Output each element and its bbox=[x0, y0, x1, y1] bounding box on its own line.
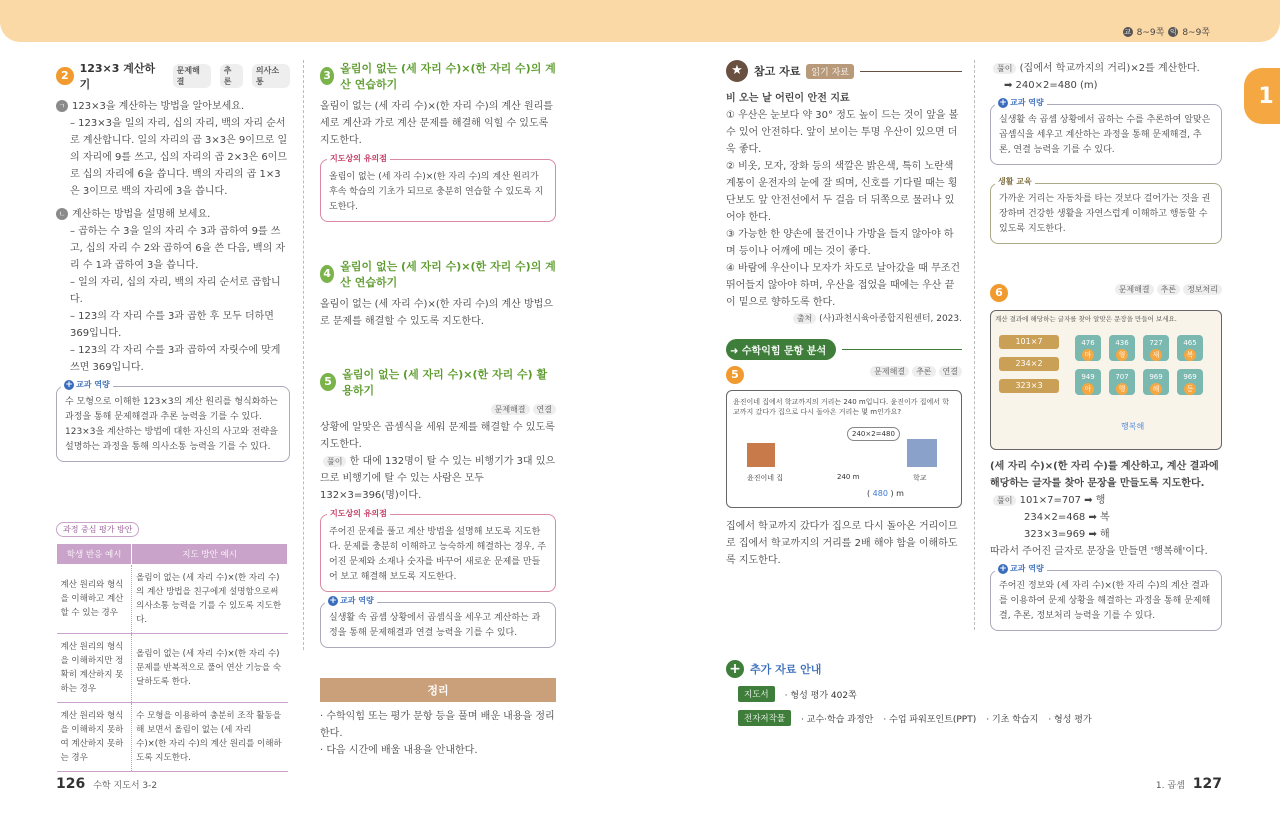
problem-5-head: 5 문제해결 추론 연결 bbox=[726, 366, 962, 384]
problem-6-box: 계산 결과에 해당하는 글자를 찾아 알맞은 문장을 만들어 보세요. 101×7 234×2 323×3 476 마 436 형 727 새 465 복 949 아 707 행 969 해 969 동 행복해 bbox=[990, 310, 1222, 450]
source: 출처 (사)과천시육아종합지원센터, 2023. bbox=[726, 311, 962, 327]
problem-5-box: 윤진이네 집에서 학교까지의 거리는 240 m입니다. 윤진이가 집에서 학교까지 갔다가 집으로 다시 돌아온 거리는 몇 m인가요? 240×2=480 윤진이네 집 240 m 학교 ( 480 ) m bbox=[726, 390, 962, 508]
assessment-guide bbox=[56, 522, 290, 772]
column-divider bbox=[303, 60, 304, 650]
item-b-line: – 123의 각 자리 수를 3과 곱한 후 모두 더하면 369입니다. bbox=[70, 311, 274, 339]
key-icon: 234×2 bbox=[999, 357, 1059, 371]
reference-item: ② 비옷, 모자, 장화 등의 색깔은 밝은색, 특히 노란색 계통이 운전자의 눈에 잘 띄며, 신호를 기다릴 때는 횡단보도 앞 안전선에서 두 걸음 더 뒤쪽으로 물러나 있어야 한다. bbox=[726, 161, 958, 223]
item-b-line: – 123의 각 자리 수를 3과 곱하여 자릿수에 맞게 쓰면 369입니다. bbox=[70, 345, 281, 373]
tag-reasoning: 추론 bbox=[220, 64, 243, 88]
extra-row: 지도서 · 형성 평가 402쪽 bbox=[726, 686, 1222, 702]
section-number: 2 bbox=[56, 67, 74, 85]
table-header: 지도 방안 예시 bbox=[132, 544, 288, 565]
competency-box: + 교과 역량 실생활 속 곱셈 상황에서 곱하는 수를 추론하여 알맞은 곱셈식을 세우고 계산하는 과정을 통해 문제해결, 추론, 연결 능력을 기를 수 있다. bbox=[990, 104, 1222, 165]
table-row: 계산 원리와 형식을 이해하고 계산할 수 있는 경우 올림이 없는 (세 자리 수)×(한 자리 수)의 계산 방법을 친구에게 설명함으로써 의사소통 능력을 기를 수 있도록 지도한다. bbox=[57, 565, 288, 634]
footer-right: 1. 곱셈 127 bbox=[1155, 776, 1222, 792]
competency-box: + 교과 역량 수 모형으로 이해한 123×3의 계산 원리를 형식화하는 과정을 통해 문제해결과 추론 능력을 기를 수 있다. 123×3을 계산하는 방법에 대한 자신의 사고와 전략을 설명하는 과정을 통해 의사소통 능력을 기를 수 있다. bbox=[56, 386, 290, 462]
problem-6-head: 6 문제해결 추론 정보처리 bbox=[990, 284, 1222, 302]
table-header: 학생 반응 예시 bbox=[57, 544, 132, 565]
tag-communication: 의사소통 bbox=[252, 64, 290, 88]
cleanup-item: · 수학익힘 또는 평가 문항 등을 풀며 배운 내용을 정리한다. bbox=[320, 711, 555, 739]
section-3-title: 3 올림이 없는 (세 자리 수)×(한 자리 수)의 계산 연습하기 bbox=[320, 60, 556, 92]
solution: 풀이 101×7=707 ➡ 행 bbox=[990, 492, 1222, 509]
lock-icon: 465 복 bbox=[1177, 335, 1203, 361]
section-4-title: 4 올림이 없는 (세 자리 수)×(한 자리 수)의 계산 연습하기 bbox=[320, 258, 556, 290]
item-b-marker: ㄴ bbox=[56, 208, 68, 220]
cleanup-banner: 정리 bbox=[320, 678, 556, 702]
section-5-text: 상황에 알맞은 곱셈식을 세워 문제를 해결할 수 있도록 지도한다. bbox=[320, 422, 555, 450]
competency-box: + 교과 역량 주어진 정보와 (세 자리 수)×(한 자리 수)의 계산 결과를 이용하여 문제 상황을 해결하는 과정을 통해 문제해결, 추론, 정보처리 능력을 기를 수 있다. bbox=[990, 570, 1222, 631]
star-icon: ★ bbox=[726, 60, 748, 82]
speech-bubble: 240×2=480 bbox=[847, 427, 900, 441]
item-a-marker: ㄱ bbox=[56, 100, 68, 112]
guidance-note: 지도상의 유의점 주어진 문제를 풀고 계산 방법을 설명해 보도록 지도한다. 문제를 충분히 이해하고 능숙하게 해결하는 경우, 주어진 문제와 소재나 숫자를 바꾸어 새로운 문제를 만들어 보고 해결해 보도록 지도한다. bbox=[320, 514, 556, 592]
cleanup-item: · 다음 시간에 배울 내용을 안내한다. bbox=[320, 745, 478, 756]
analysis-header bbox=[726, 339, 962, 360]
plus-icon: + bbox=[999, 564, 1007, 574]
item-b-line: – 곱하는 수 3을 일의 자리 수 3과 곱하여 9를 쓰고, 십의 자리 수 2와 곱하여 6을 쓴 다음, 백의 자리 수 1과 곱하여 3을 씁니다. bbox=[70, 226, 286, 271]
workbook-icon: 익 bbox=[1169, 27, 1177, 36]
extra-resources: + 추가 자료 안내 지도서 · 형성 평가 402쪽 전자저작물 · 교수·학습 과정안 · 수업 파워포인트(PPT) · 기초 학습지 · 형성 평가 bbox=[726, 660, 1222, 726]
item-a-text: – 123×3을 일의 자리, 십의 자리, 백의 자리 순서로 계산합니다. 일의 자리의 곱 3×3은 9이므로 일의 자리에 9를 쓰고, 십의 자리의 곱 2×3은 6이므로 십의 자리에 6을 씁니다. 백의 자리의 곱 1×3은 3이므로 백의 자리에 3을 씁니다. bbox=[70, 118, 288, 197]
page-reference: 교 8~9쪽 익 8~9쪽 bbox=[1124, 27, 1210, 38]
tag-problem-solving: 문제해결 bbox=[173, 64, 211, 88]
competency-box: + 교과 역량 실생활 속 곱셈 상황에서 곱셈식을 세우고 계산하는 과정을 통해 문제해결과 연결 능력을 기를 수 있다. bbox=[320, 602, 556, 648]
footer-left: 126 수학 지도서 3-2 bbox=[56, 776, 158, 792]
key-icon: 323×3 bbox=[999, 379, 1059, 393]
chapter-tab: 1 bbox=[1244, 68, 1280, 124]
column-2 bbox=[320, 60, 556, 759]
plus-icon: + bbox=[329, 596, 337, 606]
answer-field: 행복해 bbox=[1121, 422, 1145, 431]
house-icon bbox=[747, 443, 775, 467]
life-education-box: 생활 교육 가까운 거리는 자동차를 타는 것보다 걸어가는 것을 권장하며 건강한 생활을 자연스럽게 이해하고 행동할 수 있도록 지도한다. bbox=[990, 183, 1222, 244]
problem-6-text: (세 자리 수)×(한 자리 수)를 계산하고, 계산 결과에 해당하는 글자를 찾아 문장을 만들도록 지도한다. bbox=[990, 461, 1219, 489]
lock-icon: 949 아 bbox=[1075, 369, 1101, 395]
guide-table bbox=[56, 543, 288, 772]
plus-icon: + bbox=[726, 660, 744, 678]
section-2-title: 2 123×3 계산하기 문제해결 추론 의사소통 bbox=[56, 60, 290, 92]
column-3 bbox=[726, 60, 962, 569]
answer-field: ( 480 ) m bbox=[867, 489, 904, 498]
section-5-tags: 문제해결 연결 bbox=[320, 404, 556, 415]
reference-header: ★ 참고 자료 읽기 자료 bbox=[726, 60, 962, 82]
column-divider bbox=[974, 60, 975, 630]
column-1 bbox=[56, 60, 290, 772]
problem-5-text: 집에서 학교까지 갔다가 집으로 다시 돌아온 거리이므로 집에서 학교까지의 거리를 2배 해야 함을 이해하도록 지도한다. bbox=[726, 521, 958, 566]
key-icon: 101×7 bbox=[999, 335, 1059, 349]
plus-icon: + bbox=[65, 380, 73, 390]
guide-tag: 과정 중심 평가 방안 bbox=[56, 522, 139, 537]
guidance-note: 지도상의 유의점 올림이 없는 (세 자리 수)×(한 자리 수)의 계산 원리가 후속 학습의 기초가 되므로 충분히 연습할 수 있도록 지도한다. bbox=[320, 159, 556, 222]
plus-icon: + bbox=[999, 98, 1007, 108]
reference-item: ① 우산은 눈보다 약 30° 정도 높이 드는 것이 앞을 볼 수 있어 안전하다. 앞이 보이는 투명 우산이 있으면 더욱 좋다. bbox=[726, 110, 959, 155]
section-5-title: 5 올림이 없는 (세 자리 수)×(한 자리 수) 활용하기 bbox=[320, 366, 556, 398]
reference-item: ④ 바람에 우산이나 모자가 차도로 날아갔을 때 무조건 뛰어들지 않아야 하며, 우산을 접었을 때에는 우산 끝이 밑으로 향하도록 한다. bbox=[726, 263, 961, 308]
textbook-icon: 교 bbox=[1124, 27, 1131, 36]
column-4: 풀이 (집에서 학교까지의 거리)×2를 계산한다. ➡ 240×2=480 (m) + 교과 역량 실생활 속 곱셈 상황에서 곱하는 수를 추론하여 알맞은 곱셈식을 세우고 계산하는 과정을 통해 문제해결, 추론, 연결 능력을 기를 수 있다. 생활 교육 가까운 거리는 자동차를 타는 것보다 걸어가는 것을 권장하며 건강한 생활을 자연스럽게 이해하고 행동할 수 있도록 지도한다. 6 문제해결 추론 정보처리 계산 결과에 해당하는 글자를 찾아 알맞은 문장을 만들어 보세요. 101×7 234×2 323×3 476 마 436 형 727 새 465 복 949 아 707 행 969 해 969 동 행복해 (세 자리 수)×(한 자리 수)를 계산하고, 계산 결과에 해당하는 글자를 찾아 문장을 만들도록 지도한다. 풀이 101×7=707 ➡ 행 234×2=468 ➡ 복 323×3=969 ➡ 해 따라서 주어진 글자로 문장을 만들면 '행복해'이다. + 교과 역량 주어진 정보와 (세 자리 수)×(한 자리 수)의 계산 결과를 이용하여 문제 상황을 해결하는 과정을 통해 문제해결, 추론, 정보처리 능력을 기를 수 있다. bbox=[990, 60, 1222, 631]
reference-item: ③ 가능한 한 양손에 물건이나 가방을 들지 않아야 하며 등이나 어깨에 메는 것이 좋다. bbox=[726, 229, 954, 257]
item-b-line: – 일의 자리, 십의 자리, 백의 자리 순서로 곱합니다. bbox=[70, 277, 281, 305]
solution: 풀이 한 대에 132명이 탈 수 있는 비행기가 3대 있으므로 비행기에 탈 수 있는 사람은 모두 132×3=396(명)이다. bbox=[320, 456, 556, 501]
lock-icon: 436 형 bbox=[1109, 335, 1135, 361]
lock-icon: 476 마 bbox=[1075, 335, 1101, 361]
section-3-text: 올림이 없는 (세 자리 수)×(한 자리 수)의 계산 원리를 세로 계산과 가로 계산 문제를 해결해 익힐 수 있도록 지도한다. bbox=[320, 101, 553, 146]
table-row: 계산 원리의 형식을 이해하지만 정확히 계산하지 못하는 경우 올림이 없는 (세 자리 수)×(한 자리 수) 문제를 반복적으로 풀어 연산 기능을 숙달하도록 한다. bbox=[57, 634, 288, 703]
extra-row: 전자저작물 · 교수·학습 과정안 · 수업 파워포인트(PPT) · 기초 학습지 · 형성 평가 bbox=[726, 710, 1222, 726]
solution: 풀이 (집에서 학교까지의 거리)×2를 계산한다. bbox=[990, 60, 1222, 77]
reference-subtitle: 비 오는 날 어린이 안전 지료 bbox=[726, 93, 850, 104]
lock-icon: 727 새 bbox=[1143, 335, 1169, 361]
section-4-text: 올림이 없는 (세 자리 수)×(한 자리 수)의 계산 방법으로 문제를 해결할 수 있도록 지도한다. bbox=[320, 299, 553, 327]
school-icon bbox=[907, 439, 937, 467]
arrow-icon: ➜ 수학익힘 문항 분석 bbox=[726, 339, 836, 360]
lock-icon: 969 해 bbox=[1143, 369, 1169, 395]
lock-icon: 969 동 bbox=[1177, 369, 1203, 395]
table-row: 계산 원리와 형식을 이해하지 못하여 계산하지 못하는 경우 수 모형을 이용하여 충분히 조작 활동을 해 보면서 올림이 없는 (세 자리 수)×(한 자리 수)의 계산 원리를 이해하도록 지도한다. bbox=[57, 703, 288, 772]
top-banner bbox=[0, 0, 1280, 42]
item-a-title: ㄱ 123×3을 계산하는 방법을 알아보세요. bbox=[56, 98, 290, 115]
item-b-title: ㄴ 계산하는 방법을 설명해 보세요. bbox=[56, 206, 290, 223]
lock-icon: 707 행 bbox=[1109, 369, 1135, 395]
